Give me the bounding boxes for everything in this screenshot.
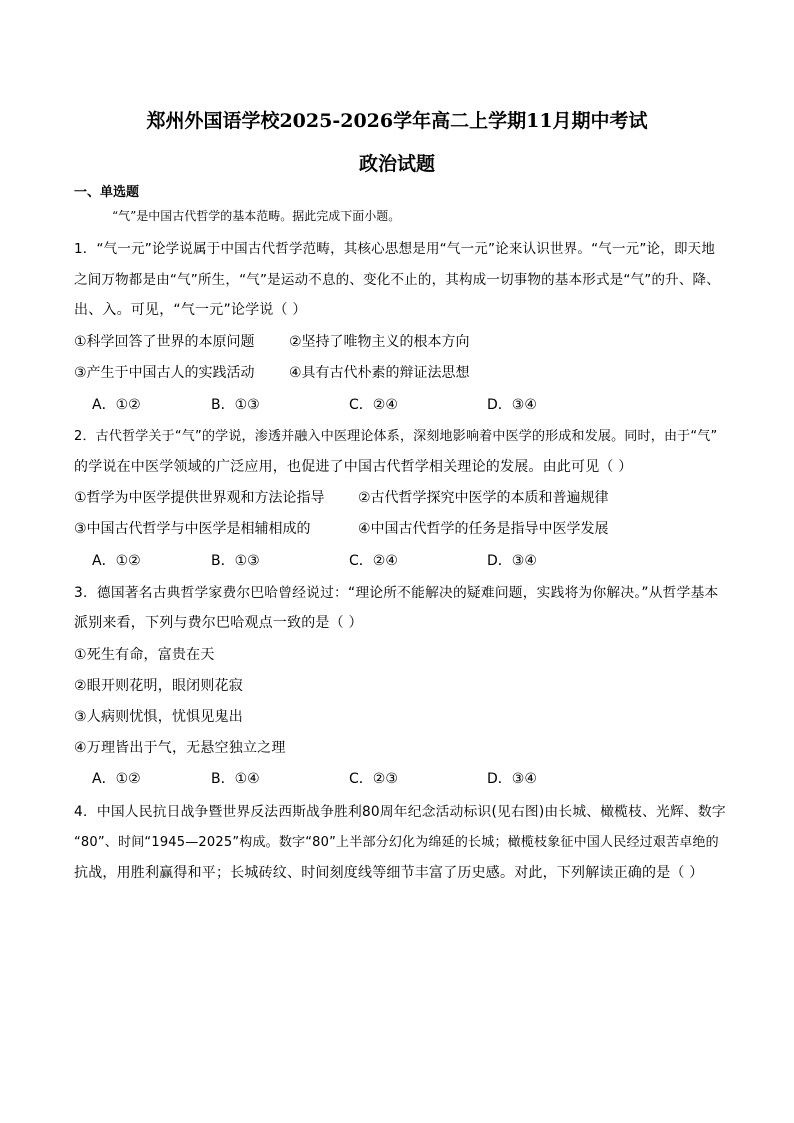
question-2-statement-2: ②古代哲学探究中医学的本质和普遍规律 <box>358 490 609 506</box>
question-2-line-2: 的学说在中医学领域的广泛应用，也促进了中国古代哲学相关理论的发展。由此可见（ ） <box>74 459 633 475</box>
question-1-option-d[interactable]: D．③④ <box>487 397 537 413</box>
question-2-statement-3: ③中国古代哲学与中医学是相辅相成的 <box>74 521 311 537</box>
question-2-line-1: 2．古代哲学关于“气”的学说，渗透并融入中医理论体系，深刻地影响着中医学的形成和发展。同时，由于“气” <box>74 429 718 444</box>
question-1-option-a[interactable]: A．①② <box>92 397 141 413</box>
exam-title: 郑州外国语学校2025-2026学年高二上学期11月期中考试 <box>146 110 648 132</box>
question-1-option-c[interactable]: C．②④ <box>349 397 398 413</box>
question-3-statement-3: ③人病则忧惧，忧惧见鬼出 <box>74 709 243 725</box>
question-3-line-2: 派别来看，下列与费尔巴哈观点一致的是（ ） <box>74 615 363 631</box>
section-heading: 一、单选题 <box>74 185 140 200</box>
question-3-statement-1: ①死生有命，富贵在天 <box>74 647 215 663</box>
question-3-option-a[interactable]: A．①② <box>92 771 141 787</box>
question-1-line-1: 1．“气一元”论学说属于中国古代哲学范畴，其核心思想是用“气一元”论来认识世界。“气一元”论，即天地 <box>74 241 716 257</box>
question-2-option-a[interactable]: A．①② <box>92 553 141 569</box>
question-1-statement-3: ③产生于中国古人的实践活动 <box>74 365 255 381</box>
question-4-line-2: “80”、时间“1945—2025”构成。数字“80”上半部分幻化为绵延的长城；橄榄枝象征中国人民经过艰苦卓绝的 <box>74 835 719 850</box>
question-group-intro: “气”是中国古代哲学的基本范畴。据此完成下面小题。 <box>112 209 401 223</box>
question-2-option-d[interactable]: D．③④ <box>487 553 537 569</box>
question-1-line-2: 之间万物都是由“气”所生，“气”是运动不息的、变化不止的，其构成一切事物的基本形式是“气”的升、降、 <box>74 272 720 288</box>
question-1-option-b[interactable]: B．①③ <box>211 397 260 413</box>
question-3-line-1: 3．德国著名古典哲学家费尔巴哈曾经说过：“理论所不能解决的疑难问题，实践将为你解决。”从哲学基本 <box>74 585 719 601</box>
question-3-statement-4: ④万理皆出于气，无悬空独立之理 <box>74 740 286 756</box>
question-1-statement-4: ④具有古代朴素的辩证法思想 <box>289 365 470 381</box>
question-2-option-b[interactable]: B．①③ <box>211 553 260 569</box>
question-1-line-3: 出、入。可见，“气一元”论学说（ ） <box>74 302 307 318</box>
question-4-line-1: 4．中国人民抗日战争暨世界反法西斯战争胜利80周年纪念活动标识(见右图)由长城、橄榄枝、光辉、数字 <box>74 804 726 820</box>
question-1-statement-1: ①科学回答了世界的本原问题 <box>74 334 255 350</box>
question-4-line-3: 抗战，用胜利赢得和平；长城砖纹、时间刻度线等细节丰富了历史感。对此，下列解读正确的是（ ） <box>74 865 704 881</box>
question-3-statement-2: ②眼开则花明，眼闭则花寂 <box>74 678 243 694</box>
question-1-statement-2: ②坚持了唯物主义的根本方向 <box>289 334 470 350</box>
question-2-option-c[interactable]: C．②④ <box>349 553 398 569</box>
exam-subtitle: 政治试题 <box>358 153 435 175</box>
question-3-option-c[interactable]: C．②③ <box>349 771 398 787</box>
question-2-statement-1: ①哲学为中医学提供世界观和方法论指导 <box>74 490 325 506</box>
question-3-option-d[interactable]: D．③④ <box>487 771 537 787</box>
question-2-statement-4: ④中国古代哲学的任务是指导中医学发展 <box>358 521 609 537</box>
question-3-option-b[interactable]: B．①④ <box>211 771 260 787</box>
